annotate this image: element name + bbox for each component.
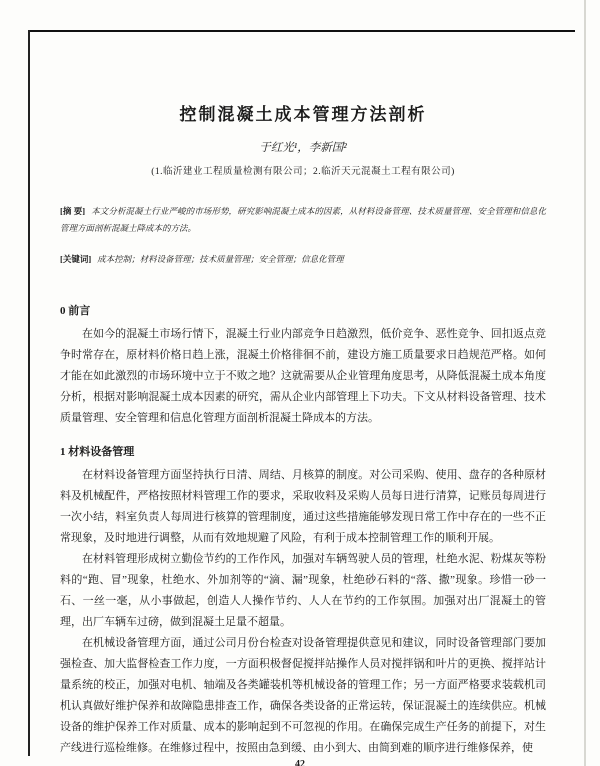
page-number: 42: [295, 759, 305, 766]
scan-right-shade: [584, 0, 586, 766]
abstract-label: [摘 要]: [60, 206, 86, 216]
scan-top-rule: [28, 30, 575, 32]
paper-title: 控制混凝土成本管理方法剖析: [179, 105, 427, 124]
section-heading-1: 1 材料设备管理: [60, 446, 135, 458]
page-content: [60, 100, 546, 759]
scan-left-rule: [28, 30, 30, 756]
paragraph: 在如今的混凝土市场行情下，混凝土行业内部竞争日趋激烈，低价竞争、恶性竞争、回扣返点竞争时常存在，原材料价格日趋上涨，混凝土价格徘徊不前，建设方施工质量要求日趋规范严格。如何才能在如此激烈的市场环境中立于不败之地？这就需要从企业管理角度思考，从降低混凝土成本角度分析，根据对影响混凝土成本因素的研究，需从企业内部管理上下功夫。下文从材料设备管理、技术质量管理、安全管理和信息化管理方面剖析混凝土降成本的方法。: [60, 328, 546, 424]
paper-body: [60, 302, 546, 759]
keywords-label: [关键词]: [60, 254, 92, 264]
keywords: [60, 251, 546, 268]
keywords-text: 成本控制；材料设备管理；技术质量管理；安全管理；信息化管理: [97, 254, 344, 264]
abstract: [60, 203, 546, 237]
section-heading-0: 0 前言: [60, 305, 91, 317]
paper-affiliations: (1.临沂建业工程质量检测有限公司；2.临沂天元混凝土工程有限公司): [151, 167, 455, 177]
paragraph: 在材料管理形成树立勤俭节约的工作作风，加强对车辆驾驶人员的管理，杜绝水泥、粉煤灰等粉料的“跑、冒”现象，杜绝水、外加剂等的“滴、漏”现象，杜绝砂石料的“落、撒”现象。珍惜一砂一石、一丝一毫，从小事做起，创造人人操作节约、人人在节约的工作氛围。加强对出厂混凝土的管理，出厂车辆车过磅，做到混凝土足量不超量。: [60, 553, 546, 628]
paragraph: 在材料设备管理方面坚持执行日清、周结、月核算的制度。对公司采购、使用、盘存的各种原材料及机械配件，严格按照材料管理工作的要求，采取收料及采购人员每日进行清算，记账员每周进行一次小结，料室负责人每周进行核算的管理制度，通过这些措施能够发现日常工作中存在的一些不正常现象，及时地进行调整，从而有效地规避了风险，有利于成本控制管理工作的顺利开展。: [60, 469, 546, 544]
abstract-text: 本文分析混凝土行业严峻的市场形势，研究影响混凝土成本的因素，从材料设备管理、技术质量管理、安全管理和信息化管理方面剖析混凝土降成本的方法。: [60, 206, 546, 233]
paragraph: 在机械设备管理方面，通过公司月份台检查对设备管理提供意见和建议，同时设备管理部门要加强检查、加大监督检查工作力度，一方面积极督促搅拌站操作人员对搅拌锅和叶片的更换、搅拌站计量系统的校正，加强对电机、轴端及各类罐装机等机械设备的管理工作；另一方面严格要求装载机司机认真做好维护保养和故障隐患排查工作，确保各类设备的正常运转，保证混凝土的连续供应。机械设备的维护保养工作对质量、成本的影响起到不可忽视的作用。在确保完成生产任务的前提下，对生产线进行巡检维修。在维修过程中，按照由急到缓、由小到大、由简到难的顺序进行维修保养，使: [60, 637, 546, 754]
paper-authors: 于红光¹，李新国²: [259, 142, 347, 154]
